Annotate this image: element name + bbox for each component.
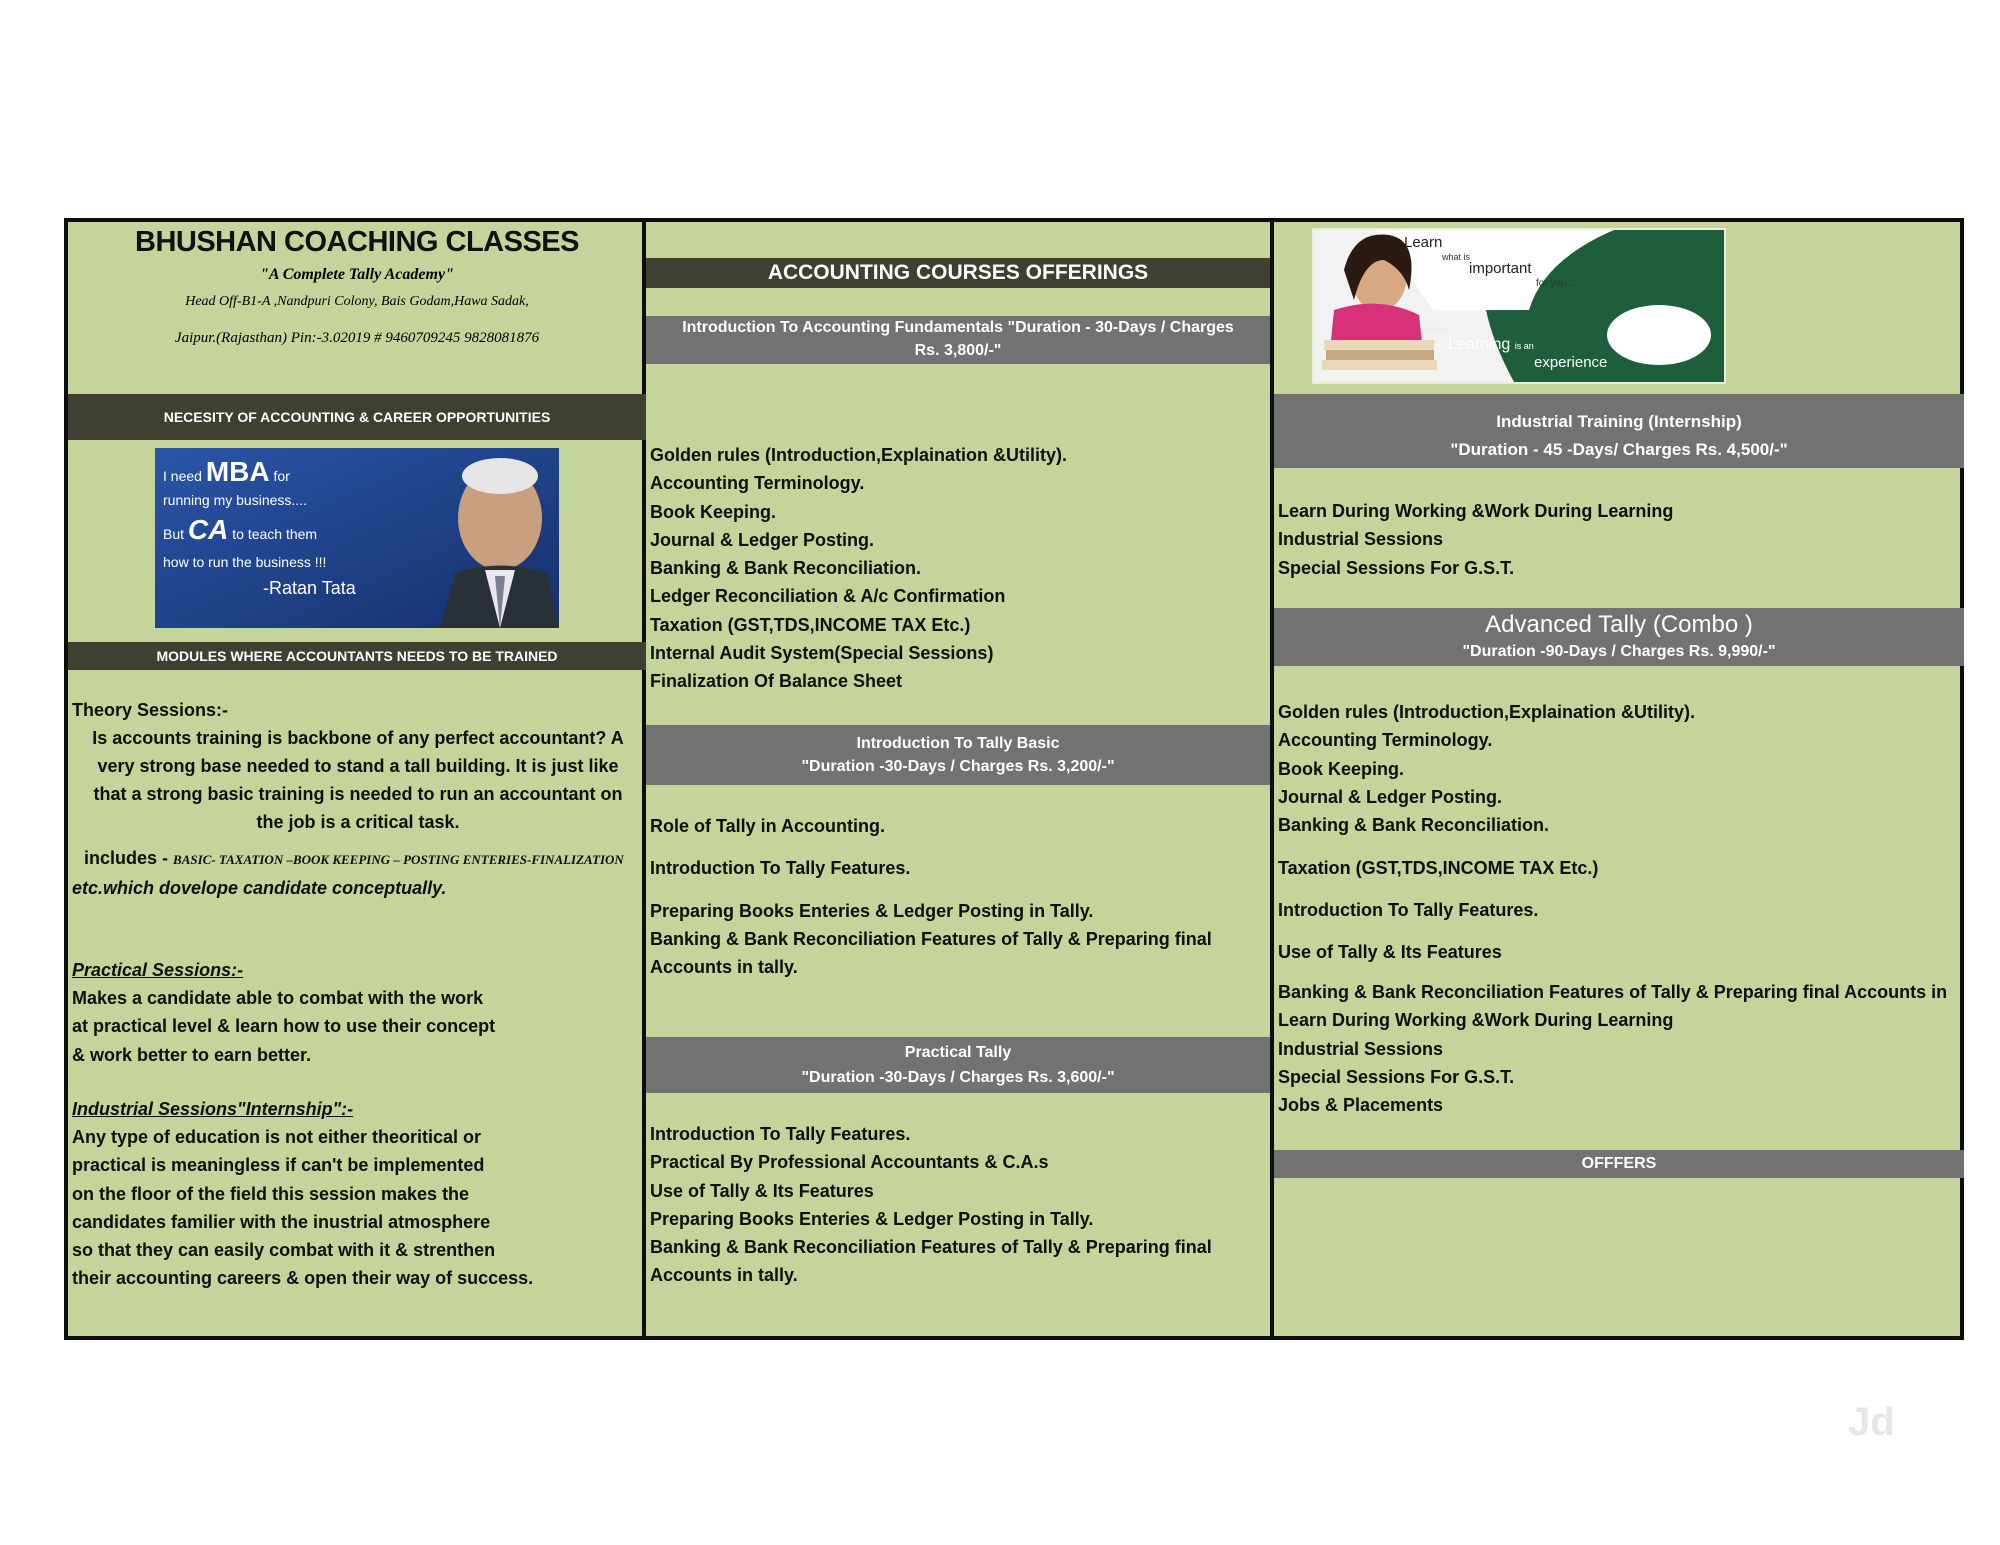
includes-label: includes - xyxy=(84,848,169,868)
industrial-heading: Industrial Sessions"Internship":- xyxy=(72,1099,354,1119)
advanced-item-use: Use of Tally & Its Features xyxy=(1278,942,1502,962)
internship-item: Industrial Sessions xyxy=(1278,529,1444,550)
quote-ca: CA xyxy=(187,514,229,545)
quote-line3-pre: But xyxy=(163,526,185,542)
advanced-item: Book Keeping. xyxy=(1278,758,1405,779)
course1-item: Book Keeping. xyxy=(650,501,777,522)
advanced-item: Industrial Sessions xyxy=(1278,1038,1444,1059)
industrial-text xyxy=(72,1123,533,1293)
advanced-item: Golden rules (Introduction,Explaination &Utility). xyxy=(1278,702,1696,722)
internship-duration: "Duration - 45 -Days/ Charges Rs. 4,500/-" xyxy=(1450,440,1788,459)
advanced-item-intro: Introduction To Tally Features. xyxy=(1278,900,1539,920)
includes-items: BASIC- TAXATION –BOOK KEEPING – POSTING ENTERIES-FINALIZATION xyxy=(173,852,624,867)
right-column xyxy=(1274,222,1964,1336)
course3-duration: "Duration -30-Days / Charges Rs. 3,600/-" xyxy=(801,1069,1115,1086)
advanced-header xyxy=(1274,608,1964,666)
course1-item: Internal Audit System(Special Sessions) xyxy=(650,643,994,664)
course3-item: Practical By Professional Accountants & C.A.s xyxy=(650,1152,1049,1173)
advanced-item: Learn During Working &Work During Learning xyxy=(1278,1010,1674,1031)
course3-title: Practical Tally xyxy=(904,1044,1012,1061)
course2-item-2: Introduction To Tally Features. xyxy=(650,858,911,878)
banner-where: Where xyxy=(1424,324,1451,334)
offers-bar: OFFFERS xyxy=(1274,1150,1964,1178)
course3-item: Preparing Books Enteries & Ledger Posting in Tally. xyxy=(650,1208,1094,1229)
internship-item: Learn During Working &Work During Learning xyxy=(1278,501,1674,521)
banner-for-you: for you.... xyxy=(1536,278,1578,289)
course1-item: Banking & Bank Reconciliation. xyxy=(650,558,922,579)
advanced-item: Special Sessions For G.S.T. xyxy=(1278,1066,1515,1087)
course1-item: Ledger Reconciliation & A/c Confirmation xyxy=(650,586,1006,607)
includes-paragraph xyxy=(72,844,642,902)
left-column xyxy=(68,222,646,1336)
course2-header xyxy=(646,725,1270,785)
banner-important: important xyxy=(1469,260,1532,277)
course1-list xyxy=(650,441,1067,696)
course2-item-4: Banking & Bank Reconciliation Features of Tally & Preparing final xyxy=(650,929,1212,949)
quote-line1-pre: I need xyxy=(163,468,202,484)
course1-item: Taxation (GST,TDS,INCOME TAX Etc.) xyxy=(650,614,971,635)
practical-line: at practical level & learn how to use their concept xyxy=(72,1016,496,1037)
quote-line1-post: for xyxy=(273,468,290,484)
student-graphic xyxy=(1314,230,1724,382)
course2-item-3: Preparing Books Enteries & Ledger Posting in Tally. xyxy=(650,901,1094,921)
practical-heading: Practical Sessions:- xyxy=(72,960,244,980)
quote-mba: MBA xyxy=(205,456,270,487)
course1-item: Golden rules (Introduction,Explaination &Utility). xyxy=(650,445,1068,465)
course3-item: Accounts in tally. xyxy=(650,1265,798,1286)
advanced-duration: "Duration -90-Days / Charges Rs. 9,990/-" xyxy=(1462,643,1776,660)
industrial-line: practical is meaningless if can't be implemented xyxy=(72,1155,485,1176)
academy-title: BHUSHAN COACHING CLASSES xyxy=(135,226,579,258)
ratan-tata-quote-image xyxy=(155,448,559,628)
internship-header xyxy=(1274,394,1964,468)
courses-header: ACCOUNTING COURSES OFFERINGS xyxy=(646,258,1270,288)
course1-item: Accounting Terminology. xyxy=(650,473,865,494)
internship-list xyxy=(1278,497,1673,582)
address-line-2: Jaipur.(Rajasthan) Pin:-3.02019 # 9460709245 9828081876 xyxy=(174,330,540,346)
necessity-bar: NECESITY OF ACCOUNTING & CAREER OPPORTUNITIES xyxy=(68,394,646,440)
practical-line: Makes a candidate able to combat with the work xyxy=(72,988,484,1008)
internship-title: Industrial Training (Internship) xyxy=(1496,412,1742,431)
quote-line3-post: to teach them xyxy=(232,526,318,542)
quote-author: -Ratan Tata xyxy=(263,578,356,598)
practical-line: & work better to earn better. xyxy=(72,1044,312,1065)
watermark-logo: Jd xyxy=(1848,1400,1895,1444)
address-line-1: Head Off-B1-A ,Nandpuri Colony, Bais Godam,Hawa Sadak, xyxy=(185,294,529,309)
banner-is-an: is an xyxy=(1514,341,1534,351)
course3-item: Banking & Bank Reconciliation Features of Tally & Preparing final xyxy=(650,1237,1212,1258)
advanced-item: Banking & Bank Reconciliation. xyxy=(1278,815,1550,836)
advanced-item: Accounting Terminology. xyxy=(1278,730,1493,751)
advanced-item: Banking & Bank Reconciliation Features of Tally & Preparing final Accounts in xyxy=(1278,982,1948,1002)
course2-title: Introduction To Tally Basic xyxy=(856,735,1060,752)
quote-line4: how to run the business !!! xyxy=(163,554,327,570)
course2-item-5: Accounts in tally. xyxy=(650,957,798,977)
brochure-board xyxy=(64,218,1964,1340)
course3-list xyxy=(650,1120,1212,1290)
banner-experience: experience xyxy=(1534,354,1608,371)
advanced-item-tax: Taxation (GST,TDS,INCOME TAX Etc.) xyxy=(1278,858,1599,878)
industrial-line: Any type of education is not either theoritical or xyxy=(72,1127,482,1147)
course1-item: Journal & Ledger Posting. xyxy=(650,529,875,550)
modules-bar: MODULES WHERE ACCOUNTANTS NEEDS TO BE TRAINED xyxy=(68,642,646,670)
industrial-line: candidates familier with the inustrial atmosphere xyxy=(72,1211,491,1232)
course2-item-1: Role of Tally in Accounting. xyxy=(650,816,886,836)
academy-tagline: "A Complete Tally Academy" xyxy=(260,266,454,283)
quote-line2: running my business.... xyxy=(163,492,307,508)
banner-learning: Learning xyxy=(1448,336,1511,353)
banner-what-is: what is xyxy=(1442,252,1471,262)
advanced-title: Advanced Tally (Combo ) xyxy=(1485,611,1753,638)
banner-learn: Learn xyxy=(1404,234,1443,251)
advanced-item: Jobs & Placements xyxy=(1278,1095,1444,1116)
course3-item: Use of Tally & Its Features xyxy=(650,1180,874,1201)
industrial-line: their accounting careers & open their way of success. xyxy=(72,1268,534,1289)
middle-column xyxy=(646,222,1274,1336)
internship-item: Special Sessions For G.S.T. xyxy=(1278,557,1515,578)
theory-text: Is accounts training is backbone of any perfect accountant? A very strong base needed to stand a tall building. It is just like that a strong basic training is needed to run an accountant on the job is a critical task. xyxy=(92,728,624,832)
industrial-line: on the floor of the field this session makes the xyxy=(72,1183,470,1204)
advanced-list-b xyxy=(1278,978,1947,1119)
course1-title: Introduction To Accounting Fundamentals "Duration - 30-Days / Charges Rs. 3,800/-" xyxy=(646,316,1270,364)
course2-duration: "Duration -30-Days / Charges Rs. 3,200/-" xyxy=(801,758,1115,775)
advanced-item: Journal & Ledger Posting. xyxy=(1278,786,1503,807)
course1-item: Finalization Of Balance Sheet xyxy=(650,671,903,692)
learning-banner-image xyxy=(1312,228,1726,384)
course3-item: Introduction To Tally Features. xyxy=(650,1124,911,1144)
theory-heading: Theory Sessions:- xyxy=(72,700,229,720)
industrial-line: so that they can easily combat with it & strenthen xyxy=(72,1240,496,1261)
course3-header xyxy=(646,1037,1270,1093)
includes-tail: etc.which dovelope candidate conceptually. xyxy=(72,878,447,898)
advanced-list-a xyxy=(1278,698,1695,839)
practical-text xyxy=(72,984,495,1069)
